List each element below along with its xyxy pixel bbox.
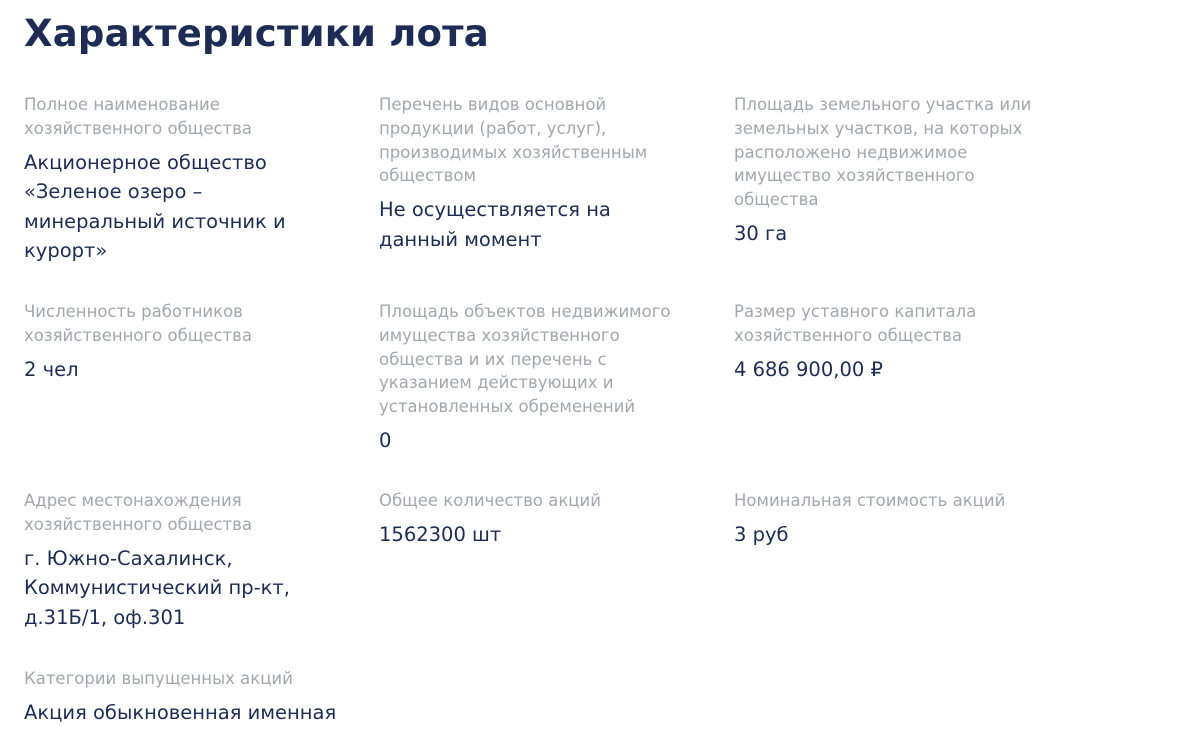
field-nominal-value [734,489,1064,549]
field-value-company-name: Акционерное общество «Зеленое озеро – минеральный источник и курорт» [24,150,286,263]
field-value-realty: 0 [379,428,392,452]
field-address [24,489,324,632]
field-products [379,93,669,254]
field-value-employees: 2 чел [24,357,79,381]
field-label-company-name: Полное наименование хозяйственного общества [24,95,253,138]
field-label-shares-count: Общее количество акций [379,491,601,510]
field-value-share-categories: Акция обыкновенная именная [24,700,337,724]
field-employees [24,300,354,384]
field-value-products: Не осуществляется на данный момент [379,198,611,251]
field-label-nominal-value: Номинальная стоимость акций [734,491,1006,510]
field-capital [734,300,1064,384]
field-label-address: Адрес местонахождения хозяйственного общества [24,491,253,534]
field-label-employees: Численность работников хозяйственного общества [24,302,253,345]
field-share-categories [24,667,384,727]
field-land-area [734,93,1044,248]
field-shares-count [379,489,709,549]
field-value-capital: 4 686 900,00 ₽ [734,357,883,381]
field-value-shares-count: 1562300 шт [379,522,502,546]
field-label-capital: Размер уставного капитала хозяйственного общества [734,302,977,345]
page-title: Характеристики лота [24,12,489,55]
field-label-land-area: Площадь земельного участка или земельных участков, на которых расположено недвижимое имущество хозяйственного общества [734,95,1032,210]
field-label-share-categories: Категории выпущенных акций [24,669,293,688]
field-realty [379,300,679,455]
field-label-products: Перечень видов основной продукции (работ, услуг), производимых хозяйственным обществом [379,95,648,186]
field-company-name [24,93,324,266]
field-label-realty: Площадь объектов недвижимого имущества хозяйственного общества и их перечень с указанием действующих и установленных обременений [379,302,671,417]
field-value-address: г. Южно-Сахалинск, Коммунистический пр-кт, д.31Б/1, оф.301 [24,546,290,629]
field-value-land-area: 30 га [734,221,788,245]
field-value-nominal-value: 3 руб [734,522,789,546]
